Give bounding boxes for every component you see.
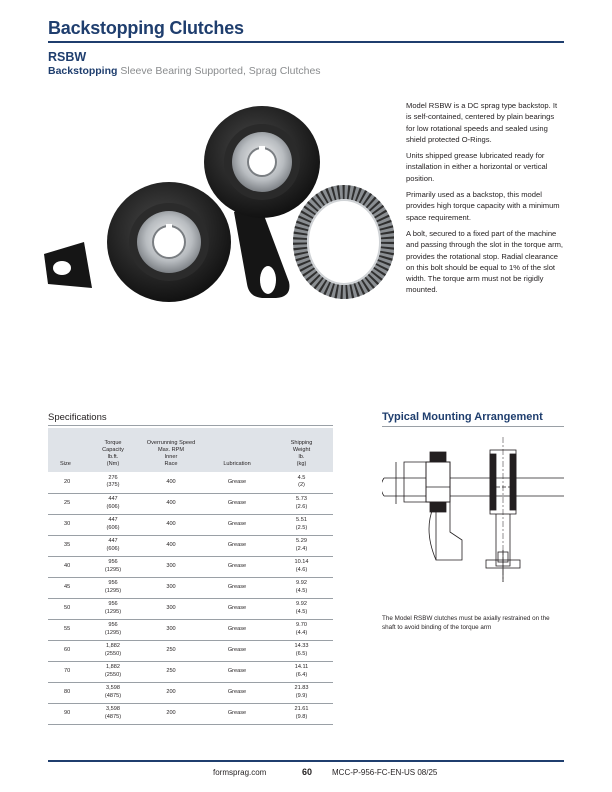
header-lubrication: Lubrication (204, 428, 270, 472)
cell-weight: 14.33 (6.5) (270, 640, 333, 661)
cell-size: 60 (48, 640, 88, 661)
footer-divider (48, 760, 564, 762)
cell-rpm: 300 (138, 619, 204, 640)
cell-torque: 956 (1295) (88, 598, 138, 619)
cell-torque: 1,882 (2550) (88, 640, 138, 661)
cell-rpm: 200 (138, 682, 204, 703)
cell-weight: 9.92 (4.5) (270, 577, 333, 598)
subtitle-rest: Sleeve Bearing Supported, Sprag Clutches (117, 65, 321, 77)
cell-rpm: 300 (138, 598, 204, 619)
cell-lubrication: Grease (204, 472, 270, 493)
cell-torque: 276 (375) (88, 472, 138, 493)
cell-size: 40 (48, 556, 88, 577)
specifications-title: Specifications (48, 412, 107, 423)
cell-rpm: 250 (138, 640, 204, 661)
cell-rpm: 300 (138, 556, 204, 577)
document-code: MCC-P-956-FC-EN-US 08/25 (332, 768, 438, 777)
cell-torque: 3,598 (4875) (88, 703, 138, 724)
header-shipping-weight: Shipping Weight lb. (kg) (270, 428, 333, 472)
cell-torque: 447 (606) (88, 493, 138, 514)
cell-size: 70 (48, 661, 88, 682)
page-number: 60 (302, 767, 313, 777)
page-title: Backstopping Clutches (48, 18, 244, 38)
specifications-table (48, 428, 333, 725)
cell-size: 20 (48, 472, 88, 493)
cell-size: 30 (48, 514, 88, 535)
product-description (406, 100, 564, 301)
cell-weight: 14.11 (6.4) (270, 661, 333, 682)
cell-torque: 447 (606) (88, 514, 138, 535)
cell-weight: 9.70 (4.4) (270, 619, 333, 640)
table-row (48, 556, 333, 577)
table-row (48, 493, 333, 514)
cell-weight: 10.14 (4.6) (270, 556, 333, 577)
specifications-divider (48, 425, 333, 426)
table-row (48, 661, 333, 682)
table-row (48, 619, 333, 640)
table-row (48, 472, 333, 493)
cell-size: 45 (48, 577, 88, 598)
header-size: Size (48, 428, 88, 472)
cell-torque: 3,598 (4875) (88, 682, 138, 703)
mounting-title: Typical Mounting Arrangement (382, 411, 543, 423)
table-row (48, 703, 333, 724)
table-row (48, 514, 333, 535)
subtitle (48, 65, 321, 77)
cell-rpm: 400 (138, 535, 204, 556)
cell-weight: 21.61 (9.8) (270, 703, 333, 724)
mounting-diagram (382, 432, 564, 582)
cell-weight: 9.92 (4.5) (270, 598, 333, 619)
footer-url[interactable]: formsprag.com (213, 768, 267, 777)
description-paragraph: Units shipped grease lubricated ready for installation in either a horizontal or vertical position. (406, 151, 548, 183)
cell-lubrication: Grease (204, 619, 270, 640)
product-photo (44, 92, 394, 314)
header-overrunning-speed: Overrunning Speed Max. RPM Inner Race (138, 428, 204, 472)
cell-rpm: 200 (138, 703, 204, 724)
cell-weight: 21.83 (9.9) (270, 682, 333, 703)
cell-torque: 1,882 (2550) (88, 661, 138, 682)
cell-rpm: 400 (138, 493, 204, 514)
table-row (48, 577, 333, 598)
mounting-divider (382, 426, 564, 427)
cell-lubrication: Grease (204, 640, 270, 661)
cell-lubrication: Grease (204, 577, 270, 598)
cell-size: 55 (48, 619, 88, 640)
table-row (48, 682, 333, 703)
header-torque: Torque Capacity lb.ft. (Nm) (88, 428, 138, 472)
description-paragraph: Model RSBW is a DC sprag type backstop. It is self-contained, centered by plain bearings for low rotational speeds and sealed using shield protected O-Rings. (406, 101, 558, 144)
table-row (48, 535, 333, 556)
title-divider (48, 41, 564, 43)
cell-lubrication: Grease (204, 661, 270, 682)
cell-weight: 4.5 (2) (270, 472, 333, 493)
cell-lubrication: Grease (204, 493, 270, 514)
table-header-row (48, 428, 333, 472)
cell-rpm: 400 (138, 472, 204, 493)
cell-weight: 5.29 (2.4) (270, 535, 333, 556)
description-paragraph: A bolt, secured to a fixed part of the machine and passing through the slot in the torque arm, provides the rotational stop. Radial clearance on this bolt should be equal to 1% of the slot width. The torque arm must not be rigidly mounted. (406, 228, 564, 295)
mounting-caption: The Model RSBW clutches must be axially restrained on the shaft to avoid binding of the torque arm (382, 615, 550, 631)
cell-size: 25 (48, 493, 88, 514)
cell-lubrication: Grease (204, 556, 270, 577)
cell-size: 90 (48, 703, 88, 724)
cell-size: 80 (48, 682, 88, 703)
cell-torque: 956 (1295) (88, 577, 138, 598)
cell-lubrication: Grease (204, 514, 270, 535)
cell-torque: 956 (1295) (88, 619, 138, 640)
cell-lubrication: Grease (204, 682, 270, 703)
subtitle-highlight: Backstopping (48, 65, 118, 77)
cell-lubrication: Grease (204, 703, 270, 724)
cell-torque: 447 (606) (88, 535, 138, 556)
cell-lubrication: Grease (204, 535, 270, 556)
cell-weight: 5.51 (2.5) (270, 514, 333, 535)
cell-size: 50 (48, 598, 88, 619)
cell-rpm: 250 (138, 661, 204, 682)
cell-lubrication: Grease (204, 598, 270, 619)
description-paragraph: Primarily used as a backstop, this model provides high torque capacity with a minimum space requirement. (406, 190, 560, 222)
cell-rpm: 400 (138, 514, 204, 535)
table-row (48, 640, 333, 661)
model-name: RSBW (48, 50, 87, 64)
cell-rpm: 300 (138, 577, 204, 598)
cell-size: 35 (48, 535, 88, 556)
table-row (48, 598, 333, 619)
cell-torque: 956 (1295) (88, 556, 138, 577)
cell-weight: 5.73 (2.6) (270, 493, 333, 514)
